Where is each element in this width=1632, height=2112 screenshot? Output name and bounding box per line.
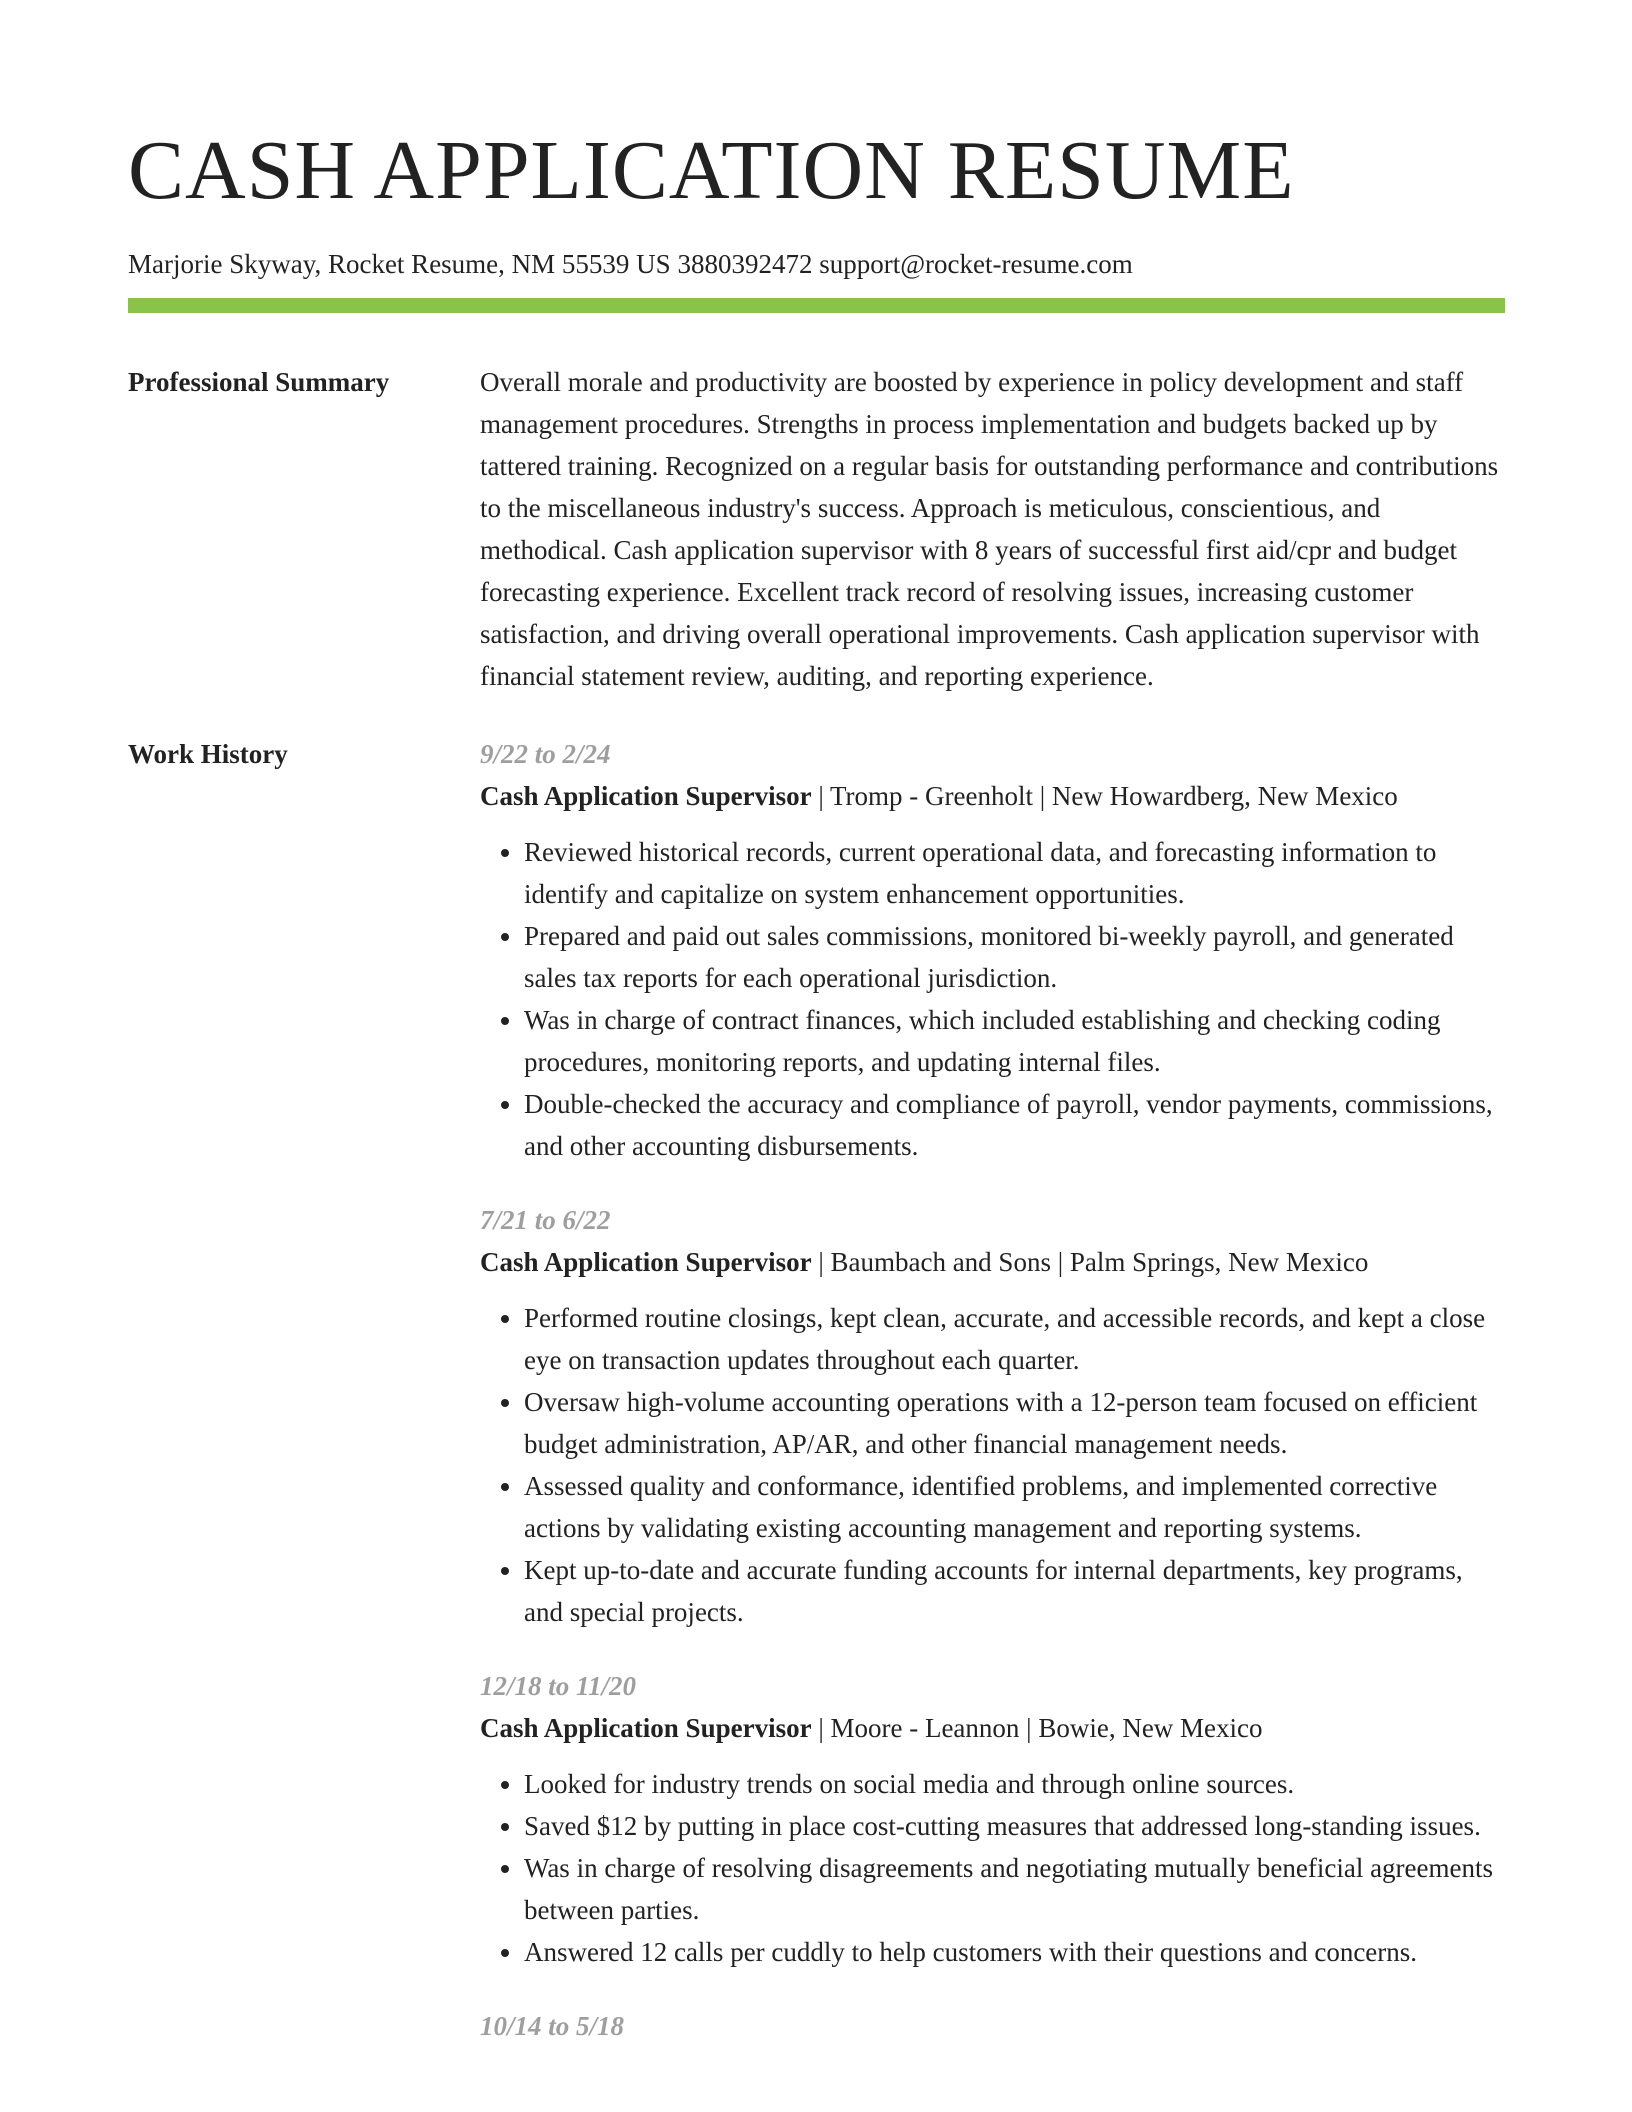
job-heading [480,775,1505,817]
job-dates: 9/22 to 2/24 [480,739,611,769]
job-bullet: • Assessed quality and conformance, identified problems, and implemented corrective actions by validating existing accounting management and reporting systems. [524,1465,1505,1549]
contact-line: Marjorie Skyway, Rocket Resume, NM 55539 US 3880392472 support@rocket-resume.com [128,249,1133,279]
job-bullet: • Kept up-to-date and accurate funding accounts for internal departments, key programs, and special projects. [524,1549,1505,1633]
section-label-summary: Professional Summary [128,367,390,397]
job-entry [480,1199,1505,1633]
summary-text: Overall morale and productivity are boosted by experience in policy development and staff management procedures. Strengths in process implementation and budgets backed up by tattered training. Recognized on a regular basis for outstanding performance and contributions to the miscellaneous industry's success. Approach is meticulous, conscientious, and methodical. Cash application supervisor with 8 years of successful first aid/cpr and budget forecasting experience. Excellent track record of resolving issues, increasing customer satisfaction, and driving overall operational improvements. Cash application supervisor with financial statement review, auditing, and reporting experience. [480,367,1499,691]
summary-body [480,361,1505,697]
job-details: | Baumbach and Sons | Palm Springs, New Mexico [811,1247,1369,1277]
job-bullet: • Reviewed historical records, current operational data, and forecasting information to identify and capitalize on system enhancement opportunities. [524,831,1505,915]
job-title: Cash Application Supervisor [480,781,812,811]
job-bullet: • Was in charge of resolving disagreements and negotiating mutually beneficial agreements between parties. [524,1847,1505,1931]
work-history-body [480,733,1505,2079]
job-details: | Tromp - Greenholt | New Howardberg, New Mexico [811,781,1398,811]
professional-summary-section [128,361,1505,697]
job-bullet: • Looked for industry trends on social media and through online sources. [524,1763,1505,1805]
job-heading [480,1707,1505,1749]
job-dates: 10/14 to 5/18 [480,2011,625,2041]
job-bullet-list [480,1297,1505,1633]
job-title: Cash Application Supervisor [480,1247,812,1277]
job-details: | Moore - Leannon | Bowie, New Mexico [811,1713,1263,1743]
job-bullet-list [480,831,1505,1167]
job-bullet: • Was in charge of contract finances, which included establishing and checking coding procedures, monitoring reports, and updating internal files. [524,999,1505,1083]
job-bullet: • Prepared and paid out sales commissions, monitored bi-weekly payroll, and generated sales tax reports for each operational jurisdiction. [524,915,1505,999]
resume-title: CASH APPLICATION RESUME [128,124,1295,217]
job-bullet: • Performed routine closings, kept clean, accurate, and accessible records, and kept a close eye on transaction updates throughout each quarter. [524,1297,1505,1381]
job-title: Cash Application Supervisor [480,1713,812,1743]
accent-divider [128,298,1505,313]
job-heading [480,1241,1505,1283]
job-bullet: • Oversaw high-volume accounting operations with a 12-person team focused on efficient budget administration, AP/AR, and other financial management needs. [524,1381,1505,1465]
job-bullet: • Double-checked the accuracy and compliance of payroll, vendor payments, commissions, and other accounting disbursements. [524,1083,1505,1167]
job-entry [480,2005,1505,2047]
section-label-work-history: Work History [128,739,288,769]
job-bullet: • Saved $12 by putting in place cost-cutting measures that addressed long-standing issues. [524,1805,1505,1847]
work-history-section [128,733,1505,2079]
job-entry [480,1665,1505,1973]
job-dates: 12/18 to 11/20 [480,1671,637,1701]
job-entry [480,733,1505,1167]
resume-page [128,112,1505,2079]
job-bullet: • Answered 12 calls per cuddly to help customers with their questions and concerns. [524,1931,1505,1973]
job-bullet-list [480,1763,1505,1973]
job-dates: 7/21 to 6/22 [480,1205,611,1235]
